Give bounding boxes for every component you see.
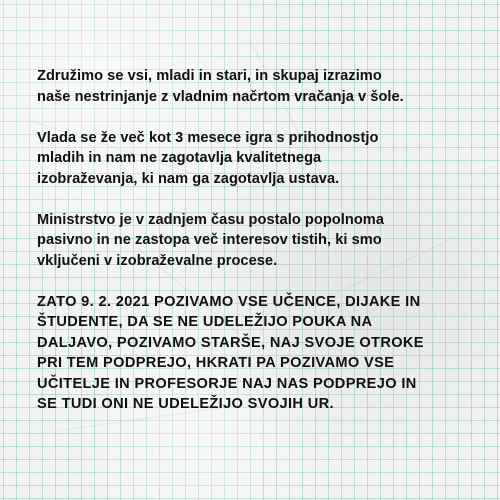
paragraph-intro: Združimo se vsi, mladi in stari, in skupaj izrazimo naše nestrinjanje z vladnim načrtom vračanja v šole. xyxy=(37,68,404,105)
paragraph-call-to-action: ZATO 9. 2. 2021 POZIVAMO VSE UČENCE, DIJAKE IN ŠTUDENTE, DA SE NE UDELEŽIJO POUKA NA DALJAVO, POZIVAMO STARŠE, NAJ SVOJE OTROKE PRI TEM PODPREJO, HKRATI PA POZIVAMO VSE UČITELJE IN PROFESORJE NAJ NAS PODPREJO IN SE TUDI ONI NE UDELEŽIJO SVOJIH UR. xyxy=(37,293,424,412)
paragraph-government: Vlada se že več kot 3 mesece igra s prihodnostjo mladih in nam ne zagotavlja kvalitetnega izobraževanja, ki nam ga zagotavlja ustava. xyxy=(37,129,379,187)
document-body xyxy=(37,66,477,435)
paragraph-ministry: Ministrstvo je v zadnjem času postalo popolnoma pasivno in ne zastopa več interesov tistih, ki smo vključeni v izobraževalne procese. xyxy=(37,211,384,269)
